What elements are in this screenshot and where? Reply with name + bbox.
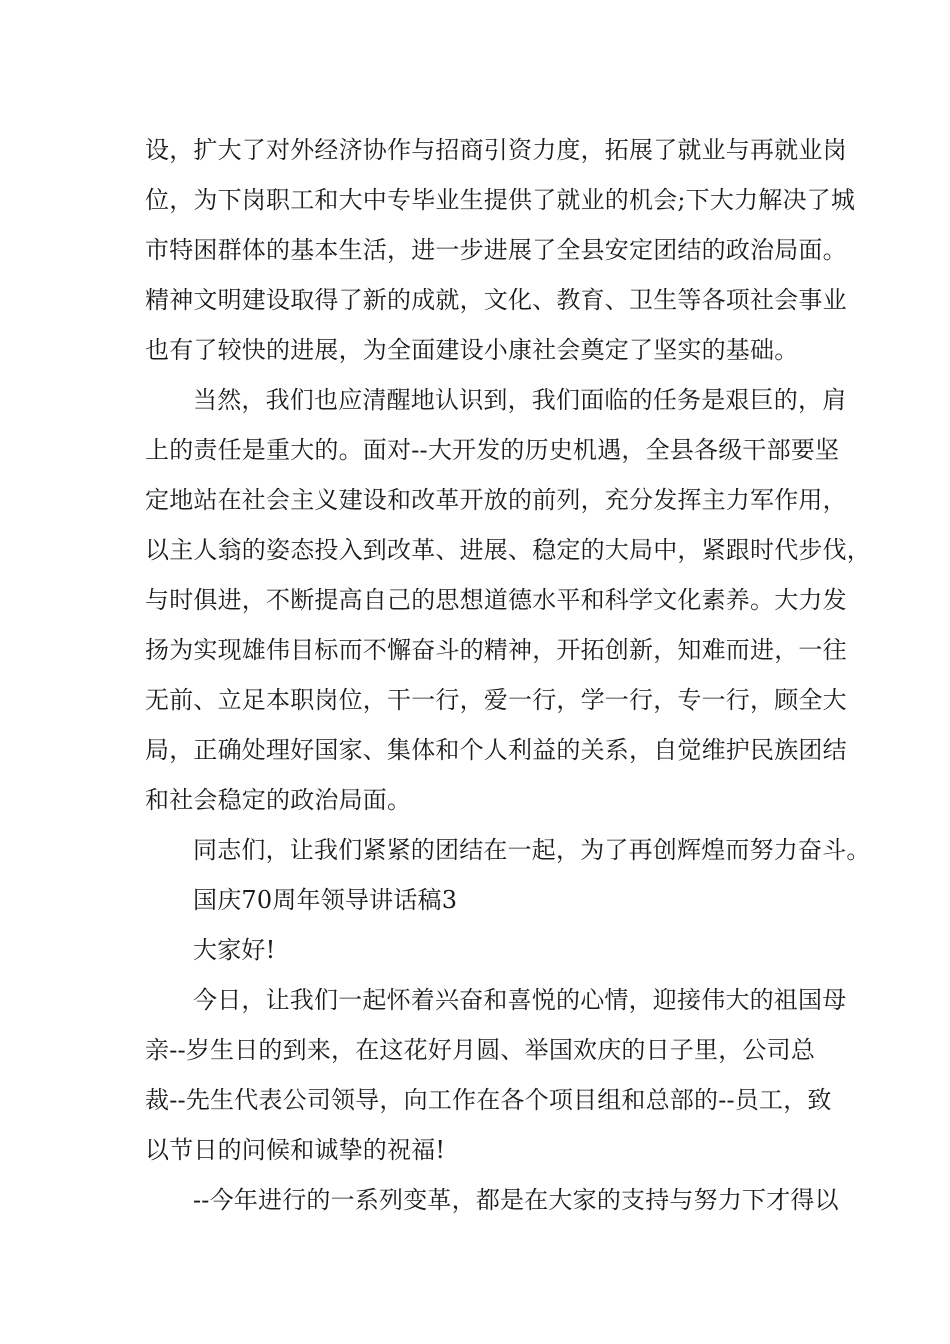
text-line: 位，为下岗职工和大中专毕业生提供了就业的机会;下大力解决了城 <box>145 186 856 214</box>
text-line: 扬为实现雄伟目标而不懈奋斗的精神，开拓创新，知难而进，一往 <box>145 636 847 664</box>
paragraph-start-line: 同志们，让我们紧紧的团结在一起，为了再创辉煌而努力奋斗。 <box>193 836 871 864</box>
paragraph-start-line: 当然，我们也应清醒地认识到，我们面临的任务是艰巨的，肩 <box>193 386 847 414</box>
text-line: 以节日的问候和诚挚的祝福! <box>145 1136 446 1164</box>
text-line: 亲--岁生日的到来，在这花好月圆、举国欢庆的日子里，公司总 <box>145 1036 816 1064</box>
section-heading: 国庆70周年领导讲话稿3 <box>193 886 458 914</box>
text-line: 设，扩大了对外经济协作与招商引资力度，拓展了就业与再就业岗 <box>145 136 847 164</box>
text-line: 市特困群体的基本生活，进一步进展了全县安定团结的政治局面。 <box>145 236 847 264</box>
text-line: 精神文明建设取得了新的成就，文化、教育、卫生等各项社会事业 <box>145 286 847 314</box>
text-line: 以主人翁的姿态投入到改革、进展、稳定的大局中，紧跟时代步伐， <box>145 536 871 564</box>
text-line: 局，正确处理好国家、集体和个人利益的关系，自觉维护民族团结 <box>145 736 847 764</box>
text-line: 也有了较快的进展，为全面建设小康社会奠定了坚实的基础。 <box>145 336 799 364</box>
text-line: 无前、立足本职岗位，干一行，爱一行，学一行，专一行，顾全大 <box>145 686 847 714</box>
text-line: 上的责任是重大的。面对--大开发的历史机遇，全县各级干部要坚 <box>145 436 840 464</box>
paragraph-start-line: 今日，让我们一起怀着兴奋和喜悦的心情，迎接伟大的祖国母 <box>193 986 847 1014</box>
paragraph-start-line: --今年进行的一系列变革，都是在大家的支持与努力下才得以 <box>193 1186 839 1214</box>
text-line: 裁--先生代表公司领导，向工作在各个项目组和总部的--员工，致 <box>145 1086 832 1114</box>
text-line: 与时俱进，不断提高自己的思想道德水平和科学文化素养。大力发 <box>145 586 847 614</box>
text-line: 和社会稳定的政治局面。 <box>145 786 412 814</box>
text-line: 定地站在社会主义建设和改革开放的前列，充分发挥主力军作用， <box>145 486 847 514</box>
greeting-line: 大家好! <box>193 936 276 964</box>
